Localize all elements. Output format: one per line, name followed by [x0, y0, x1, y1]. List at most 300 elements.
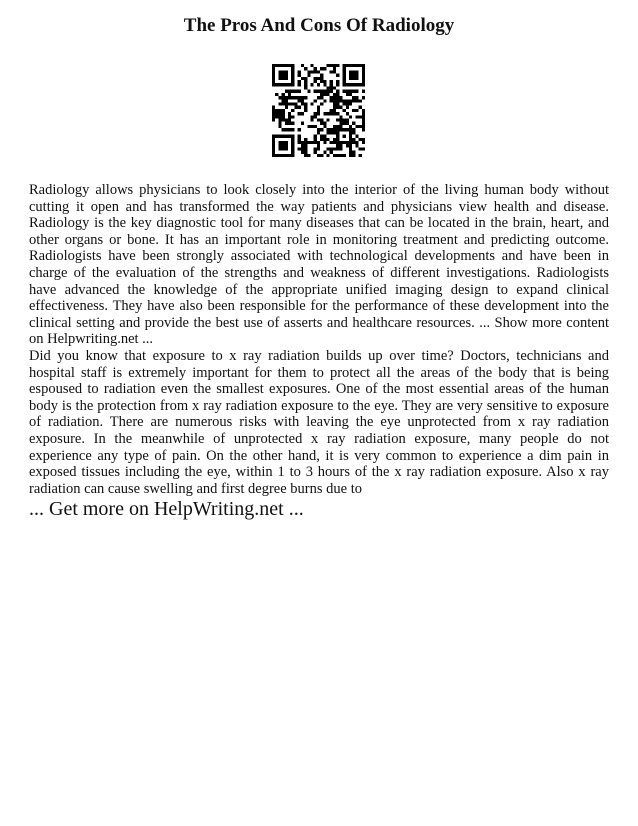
qr-module — [333, 102, 336, 105]
qr-module — [346, 119, 349, 122]
qr-module — [314, 67, 317, 70]
get-more-link[interactable]: ... Get more on HelpWriting.net ... — [29, 498, 304, 520]
qr-module — [298, 96, 301, 99]
qr-module — [304, 96, 307, 99]
qr-module — [355, 70, 358, 73]
qr-module — [349, 77, 352, 80]
qr-module — [333, 67, 336, 70]
qr-module — [317, 83, 320, 86]
qr-module — [304, 144, 307, 147]
qr-module — [272, 138, 275, 141]
qr-module — [298, 147, 301, 150]
qr-module — [339, 119, 342, 122]
qr-module — [282, 128, 285, 131]
qr-module — [323, 151, 326, 154]
qr-module — [349, 154, 352, 157]
qr-module — [291, 144, 294, 147]
qr-module — [323, 141, 326, 144]
qr-module — [336, 138, 339, 141]
qr-module — [282, 77, 285, 80]
qr-module — [317, 90, 320, 93]
qr-module — [307, 154, 310, 157]
qr-module — [336, 125, 339, 128]
qr-module — [288, 135, 291, 138]
qr-module — [282, 96, 285, 99]
qr-module — [285, 99, 288, 102]
qr-module — [272, 144, 275, 147]
qr-module — [349, 93, 352, 96]
qr-module — [285, 122, 288, 125]
qr-module — [327, 90, 330, 93]
qr-module — [272, 83, 275, 86]
qr-module — [336, 154, 339, 157]
qr-code-icon[interactable] — [272, 64, 365, 157]
qr-module — [285, 154, 288, 157]
qr-module — [304, 77, 307, 80]
qr-module — [272, 106, 275, 109]
qr-module — [323, 83, 326, 86]
qr-module — [301, 141, 304, 144]
qr-module — [291, 128, 294, 131]
qr-module — [349, 128, 352, 131]
qr-module — [362, 83, 365, 86]
qr-module — [362, 128, 365, 131]
qr-module — [320, 67, 323, 70]
qr-module — [294, 106, 297, 109]
qr-module — [307, 90, 310, 93]
qr-module — [320, 138, 323, 141]
qr-module — [291, 64, 294, 67]
qr-module — [320, 93, 323, 96]
qr-module — [330, 64, 333, 67]
qr-module — [349, 147, 352, 150]
qr-module — [355, 109, 358, 112]
qr-module — [343, 119, 346, 122]
qr-module — [317, 70, 320, 73]
qr-module — [291, 109, 294, 112]
qr-module — [323, 138, 326, 141]
qr-module — [336, 112, 339, 115]
qr-module — [301, 112, 304, 115]
qr-module — [272, 74, 275, 77]
qr-module — [339, 128, 342, 131]
qr-module — [291, 147, 294, 150]
qr-module — [362, 70, 365, 73]
qr-module — [317, 109, 320, 112]
qr-module — [288, 115, 291, 118]
qr-module — [294, 96, 297, 99]
qr-module — [278, 144, 281, 147]
qr-module — [317, 112, 320, 115]
qr-module — [362, 147, 365, 150]
qr-module — [355, 74, 358, 77]
qr-module — [362, 74, 365, 77]
qr-module — [304, 67, 307, 70]
qr-module — [291, 102, 294, 105]
qr-module — [291, 135, 294, 138]
qr-module — [317, 96, 320, 99]
qr-module — [343, 122, 346, 125]
qr-module — [285, 128, 288, 131]
qr-module — [314, 125, 317, 128]
qr-module — [314, 80, 317, 83]
qr-module — [352, 151, 355, 154]
qr-module — [272, 147, 275, 150]
qr-module — [330, 90, 333, 93]
qr-module — [301, 99, 304, 102]
qr-module — [336, 128, 339, 131]
qr-module — [317, 154, 320, 157]
qr-module — [275, 83, 278, 86]
qr-module — [352, 70, 355, 73]
qr-module — [333, 154, 336, 157]
qr-module — [349, 144, 352, 147]
qr-module — [282, 112, 285, 115]
qr-module — [355, 141, 358, 144]
qr-module — [327, 147, 330, 150]
qr-module — [333, 109, 336, 112]
qr-module — [285, 64, 288, 67]
qr-module — [304, 106, 307, 109]
qr-module — [298, 135, 301, 138]
qr-module — [272, 135, 275, 138]
qr-module — [362, 90, 365, 93]
qr-module — [359, 154, 362, 157]
qr-module — [330, 131, 333, 134]
qr-module — [346, 83, 349, 86]
qr-module — [314, 135, 317, 138]
qr-module — [349, 64, 352, 67]
qr-module — [314, 99, 317, 102]
qr-module — [343, 80, 346, 83]
qr-module — [352, 99, 355, 102]
qr-module — [346, 112, 349, 115]
qr-module — [343, 70, 346, 73]
qr-module — [314, 77, 317, 80]
qr-module — [362, 64, 365, 67]
qr-module — [285, 70, 288, 73]
qr-module — [282, 119, 285, 122]
qr-module — [355, 115, 358, 118]
qr-module — [336, 74, 339, 77]
qr-module — [352, 74, 355, 77]
qr-module — [346, 90, 349, 93]
qr-module — [346, 128, 349, 131]
qr-module — [291, 80, 294, 83]
qr-module — [327, 128, 330, 131]
qr-module — [352, 64, 355, 67]
qr-module — [343, 99, 346, 102]
qr-module — [349, 74, 352, 77]
qr-module — [314, 115, 317, 118]
qr-module — [288, 122, 291, 125]
qr-module — [314, 70, 317, 73]
qr-module — [288, 112, 291, 115]
qr-module — [275, 109, 278, 112]
qr-module — [310, 141, 313, 144]
qr-module — [323, 90, 326, 93]
qr-module — [304, 138, 307, 141]
qr-module — [285, 147, 288, 150]
qr-module — [314, 138, 317, 141]
qr-module — [343, 67, 346, 70]
qr-module — [278, 112, 281, 115]
qr-module — [320, 96, 323, 99]
qr-module — [330, 96, 333, 99]
qr-module — [336, 144, 339, 147]
qr-module — [320, 74, 323, 77]
qr-module — [336, 80, 339, 83]
qr-module — [362, 115, 365, 118]
qr-module — [317, 106, 320, 109]
qr-module — [333, 138, 336, 141]
qr-module — [333, 96, 336, 99]
qr-module — [304, 151, 307, 154]
qr-module — [304, 80, 307, 83]
qr-module — [349, 131, 352, 134]
qr-module — [323, 112, 326, 115]
qr-module — [320, 135, 323, 138]
qr-module — [343, 64, 346, 67]
qr-module — [359, 138, 362, 141]
qr-module — [352, 122, 355, 125]
qr-module — [291, 90, 294, 93]
qr-module — [291, 141, 294, 144]
qr-module — [317, 131, 320, 134]
qr-module — [310, 125, 313, 128]
qr-module — [310, 70, 313, 73]
qr-module — [317, 77, 320, 80]
qr-module — [278, 125, 281, 128]
qr-module — [323, 99, 326, 102]
qr-module — [314, 147, 317, 150]
qr-module — [327, 93, 330, 96]
qr-module — [304, 102, 307, 105]
qr-module — [349, 102, 352, 105]
qr-module — [343, 128, 346, 131]
qr-module — [323, 122, 326, 125]
qr-module — [288, 96, 291, 99]
qr-module — [336, 96, 339, 99]
qr-module — [301, 151, 304, 154]
qr-module — [291, 122, 294, 125]
qr-module — [330, 99, 333, 102]
qr-module — [314, 112, 317, 115]
qr-module — [336, 64, 339, 67]
qr-module — [278, 109, 281, 112]
qr-module — [317, 144, 320, 147]
qr-module — [333, 93, 336, 96]
paragraph: Radiology allows physicians to look closely into the interior of the living human body without cutting it open and has transformed the way patients and physicians view health and disease. Radiology is the key diagnostic tool for many diseases that can be located in the brain, heart, and other organs or bone. It has an important role in monitoring treatment and predicting outcome. Radiologists have been strongly associated with technological developments and have been in charge of the evaluation of the strengths and weakness of different investigations. Radiologists have advanced the knowledge of the appropriate unified imaging design to expand clinical effectiveness. They have also been responsible for the performance of these development into the clinical setting and provide the best use of asserts and healthcare resources. ... Show more content on Helpwriting.net ... — [29, 182, 609, 348]
qr-module — [333, 125, 336, 128]
qr-module — [278, 83, 281, 86]
qr-module — [285, 96, 288, 99]
qr-module — [352, 83, 355, 86]
qr-module — [278, 64, 281, 67]
qr-module — [288, 93, 291, 96]
qr-module — [285, 74, 288, 77]
qr-module — [278, 119, 281, 122]
qr-module — [282, 93, 285, 96]
qr-module — [336, 147, 339, 150]
qr-module — [362, 112, 365, 115]
qr-module — [282, 109, 285, 112]
qr-module — [330, 141, 333, 144]
qr-module — [272, 70, 275, 73]
qr-module — [362, 109, 365, 112]
qr-module — [362, 138, 365, 141]
qr-module — [272, 80, 275, 83]
qr-module — [362, 77, 365, 80]
qr-module — [298, 138, 301, 141]
qr-module — [320, 119, 323, 122]
qr-module — [349, 70, 352, 73]
qr-module — [278, 70, 281, 73]
qr-module — [330, 86, 333, 89]
qr-module — [333, 64, 336, 67]
qr-module — [275, 64, 278, 67]
qr-module — [327, 154, 330, 157]
qr-module — [339, 141, 342, 144]
qr-module — [339, 115, 342, 118]
qr-module — [310, 64, 313, 67]
qr-module — [355, 83, 358, 86]
qr-module — [285, 144, 288, 147]
qr-module — [278, 147, 281, 150]
qr-module — [278, 77, 281, 80]
qr-module — [298, 90, 301, 93]
qr-module — [288, 83, 291, 86]
qr-module — [301, 144, 304, 147]
qr-module — [282, 102, 285, 105]
qr-module — [320, 128, 323, 131]
qr-module — [327, 112, 330, 115]
qr-module — [362, 96, 365, 99]
qr-module — [343, 135, 346, 138]
qr-module — [275, 112, 278, 115]
qr-module — [314, 90, 317, 93]
qr-module — [272, 112, 275, 115]
qr-module — [314, 141, 317, 144]
qr-module — [285, 135, 288, 138]
qr-module — [278, 135, 281, 138]
qr-module — [282, 154, 285, 157]
qr-module — [355, 125, 358, 128]
qr-module — [298, 70, 301, 73]
qr-module — [352, 154, 355, 157]
qr-module — [346, 93, 349, 96]
qr-module — [346, 99, 349, 102]
qr-module — [285, 83, 288, 86]
qr-module — [323, 135, 326, 138]
qr-module — [285, 102, 288, 105]
qr-module — [285, 106, 288, 109]
qr-module — [352, 138, 355, 141]
qr-module — [298, 141, 301, 144]
qr-module — [327, 131, 330, 134]
qr-module — [330, 128, 333, 131]
qr-module — [346, 106, 349, 109]
qr-module — [275, 93, 278, 96]
qr-module — [291, 96, 294, 99]
qr-module — [301, 96, 304, 99]
qr-module — [291, 154, 294, 157]
qr-module — [275, 154, 278, 157]
qr-module — [310, 119, 313, 122]
qr-module — [339, 125, 342, 128]
qr-module — [352, 141, 355, 144]
qr-module — [352, 128, 355, 131]
qr-module — [272, 77, 275, 80]
qr-module — [301, 122, 304, 125]
qr-module — [272, 141, 275, 144]
qr-module — [327, 86, 330, 89]
qr-module — [301, 77, 304, 80]
qr-module — [333, 131, 336, 134]
qr-module — [349, 135, 352, 138]
qr-module — [307, 70, 310, 73]
qr-module — [352, 90, 355, 93]
qr-module — [359, 106, 362, 109]
qr-module — [362, 119, 365, 122]
qr-module — [323, 93, 326, 96]
qr-module — [349, 99, 352, 102]
qr-module — [294, 90, 297, 93]
qr-module — [304, 109, 307, 112]
qr-module — [349, 141, 352, 144]
qr-module — [272, 115, 275, 118]
qr-module — [307, 74, 310, 77]
qr-module — [278, 122, 281, 125]
qr-module — [304, 154, 307, 157]
qr-module — [330, 83, 333, 86]
qr-module — [355, 144, 358, 147]
qr-module — [355, 90, 358, 93]
qr-module — [336, 131, 339, 134]
qr-module — [317, 128, 320, 131]
qr-module — [359, 125, 362, 128]
qr-module — [317, 141, 320, 144]
qr-module — [282, 64, 285, 67]
qr-module — [355, 135, 358, 138]
qr-module — [343, 83, 346, 86]
qr-module — [288, 64, 291, 67]
qr-module — [355, 77, 358, 80]
qr-module — [320, 90, 323, 93]
qr-module — [285, 119, 288, 122]
qr-module — [282, 115, 285, 118]
qr-module — [336, 135, 339, 138]
qr-module — [359, 83, 362, 86]
qr-module — [339, 106, 342, 109]
qr-module — [278, 154, 281, 157]
qr-module — [310, 115, 313, 118]
qr-module — [291, 138, 294, 141]
qr-module — [282, 135, 285, 138]
qr-module — [288, 154, 291, 157]
qr-module — [298, 83, 301, 86]
qr-module — [336, 93, 339, 96]
qr-module — [339, 96, 342, 99]
qr-module — [301, 64, 304, 67]
qr-module — [272, 109, 275, 112]
qr-module — [320, 80, 323, 83]
qr-module — [336, 102, 339, 105]
page-title: The Pros And Cons Of Radiology — [183, 15, 455, 36]
qr-module — [352, 96, 355, 99]
qr-module — [298, 112, 301, 115]
qr-module — [362, 141, 365, 144]
